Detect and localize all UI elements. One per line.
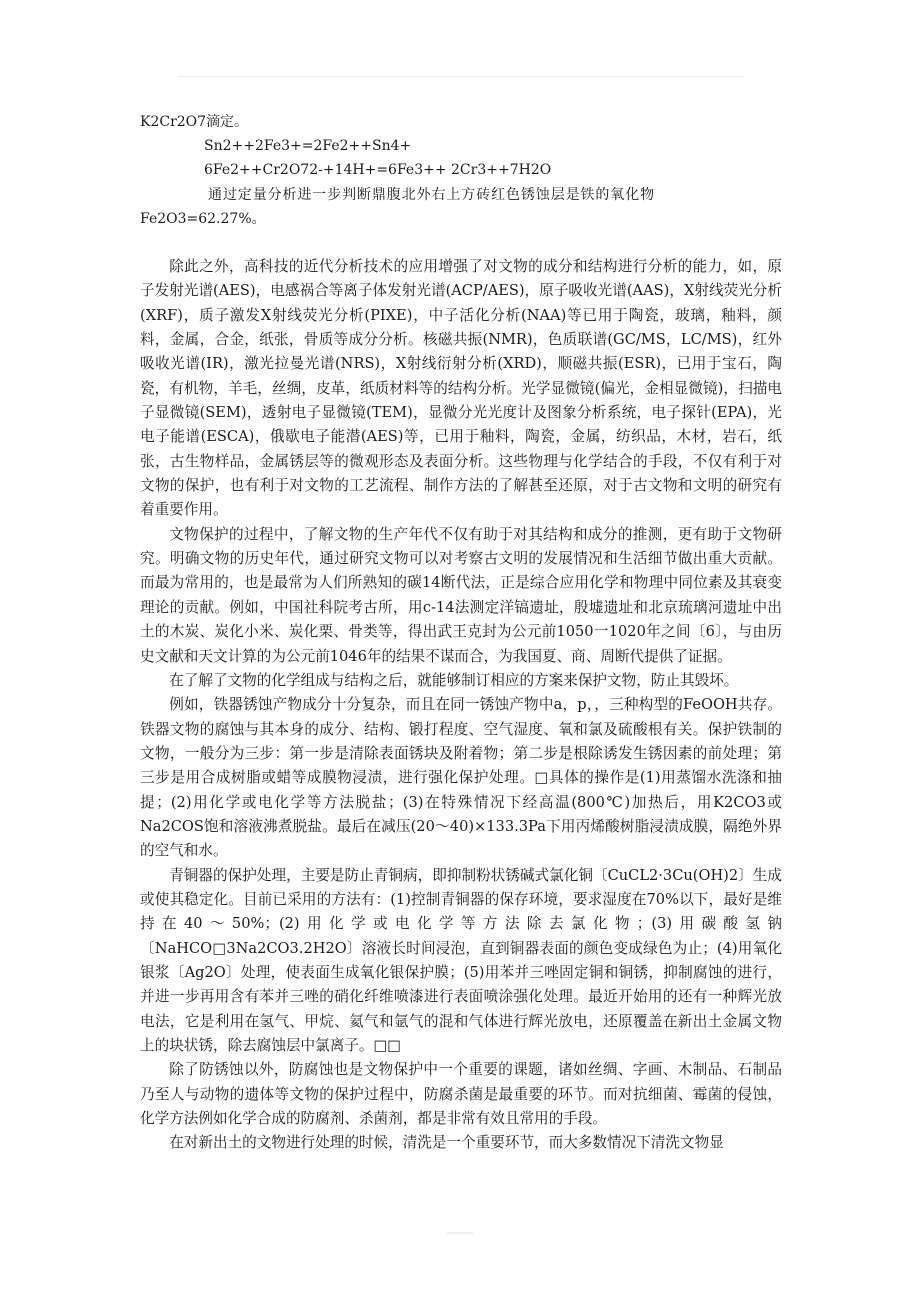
paragraph-bronze-protection: 青铜器的保护处理，主要是防止青铜病，即抑制粉状锈碱式氯化铜〔CuCL2·3Cu(OH)2〕生成或使其稳定化。目前已采用的方法有：(1)控制青铜器的保存环境，要求湿度在70%以下，最好是维持在40～50%；(2)用化学或电化学等方法除去氯化物；(3)用碳酸氢钠〔NaHCO□3Na2CO3.2H2O〕溶液长时间浸泡，直到铜器表面的颜色变成绿色为止；(4)用氧化银浆〔Ag2O〕处理，使表面生成氧化银保护膜；(5)用苯并三唑固定铜和铜锈，抑制腐蚀的进行，并进一步再用含有苯并三唑的硝化纤维喷漆进行表面喷涂强化处理。最近开始用的还有一种辉光放电法，它是利用在氢气、甲烷、氦气和氩气的混和气体进行辉光放电，还原覆盖在新出土金属文物上的块状锈，除去腐蚀层中氯离子。□□ — [140, 866, 782, 1055]
paragraph-dating: 文物保护的过程中，了解文物的生产年代不仅有助于对其结构和成分的推测，更有助于文物研究。明确文物的历史年代，通过研究文物可以对考察古文明的发展情况和生活细节做出重大贡献。而最为常用的，也是最常为人们所熟知的碳14断代法，正是综合应用化学和物理中同位素及其衰变理论的贡献。例如，中国社科院考古所，用c-14法测定洋镐遗址，殷墟遗址和北京琉璃河遗址中出土的木炭、炭化小米、炭化栗、骨类等，得出武王克封为公元前1050一1020年之间〔6〕，与由历史文献和天文计算的为公元前1046年的结果不谋而合，为我国夏、商、周断代提供了证据。 — [140, 525, 782, 665]
equation-1: Sn2++2Fe3+=2Fe2++Sn4+ — [204, 138, 412, 155]
equation-2: 6Fe2++Cr2O72-+14H+=6Fe3++ 2Cr3++7H2O — [204, 162, 552, 179]
conclusion-line-2: Fe2O3=62.27%。 — [140, 210, 266, 227]
paragraph-cleaning: 在对新出土的文物进行处理的时候，清洗是一个重要环节，而大多数情况下清洗文物显 — [169, 1134, 724, 1152]
paragraph-iron-protection: 例如，铁器锈蚀产物成分十分复杂，而且在同一锈蚀产物中a，p，，三种构型的FeOOH共存。铁器文物的腐蚀与其本身的成分、结构、锻打程度、空气湿度、氧和氯及硫酸根有关。保护铁制的文物，一般分为三步：第一步是清除表面锈块及附着物；第二步是根除诱发生锈因素的前处理；第三步是用合成树脂或蜡等成膜物浸渍，进行强化保护处理。□具体的操作是(1)用蒸馏水洗涤和抽提；(2)用化学或电化学等方法脱盐；(3)在特殊情况下经高温(800℃)加热后，用K2CO3或Na2COS饱和溶液沸煮脱盐。最后在减压(20～40)×133.3Pa下用丙烯酸树脂浸渍成膜，隔绝外界的空气和水。 — [140, 696, 782, 860]
intro-line: K2Cr2O7滴定。 — [140, 114, 249, 130]
footer-mark — [447, 1232, 473, 1234]
paragraph-gap — [140, 231, 782, 255]
body-text — [140, 255, 782, 1156]
header-rule — [178, 76, 744, 77]
paragraph-analysis-techniques: 除此之外，高科技的近代分析技术的应用增强了对文物的成分和结构进行分析的能力，如，原子发射光谱(AES)，电感祸合等离子体发射光谱(ACP/AES)，原子吸收光谱(AAS)，X射线荧光分析(XRF)，质子激发X射线荧光分析(PIXE)，中子活化分析(NAA)等已用于陶瓷，玻璃，釉料，颜料，金属，合金，纸张，骨质等成分分析。核磁共振(NMR)，色质联谱(GC/MS，LC/MS)，红外吸收光谱(IR)，激光拉曼光谱(NRS)，X射线衍射分析(XRD)，顺磁共振(ESR)，已用于宝石，陶瓷，有机物，羊毛，丝绸，皮革，纸质材料等的结构分析。光学显微镜(偏光，金相显微镜)，扫描电子显微镜(SEM)，透射电子显微镜(TEM)，显微分光光度计及图象分析系统，电子探针(EPA)，光电子能谱(ESCA)，俄歇电子能潜(AES)等，已用于釉料，陶瓷，金属，纺织品，木材，岩石，纸张，古生物样品，金属锈层等的微观形态及表面分析。这些物理与化学结合的手段，不仅有利于对文物的保护，也有利于对文物的工艺流程、制作方法的了解甚至还原，对于古文物和文明的研究有着重要作用。 — [140, 258, 782, 519]
document-content — [140, 110, 782, 1156]
conclusion-line-1: 通过定量分析进一步判断鼎腹北外右上方砖红色锈蚀层是铁的氧化物 — [208, 186, 655, 203]
paragraph-protection-plan: 在了解了文物的化学组成与结构之后，就能够制订相应的方案来保护文物，防止其毁坏。 — [169, 671, 739, 689]
paragraph-anti-corrosion: 除了防锈蚀以外，防腐蚀也是文物保护中一个重要的课题，诸如丝绸、字画、木制品、石制品乃至人与动物的遗体等文物的保护过程中，防腐杀菌是最重要的环节。而对抗细菌、霉菌的侵蚀，化学方法例如化学合成的防腐剂、杀菌剂，都是非常有效且常用的手段。 — [140, 1061, 782, 1128]
